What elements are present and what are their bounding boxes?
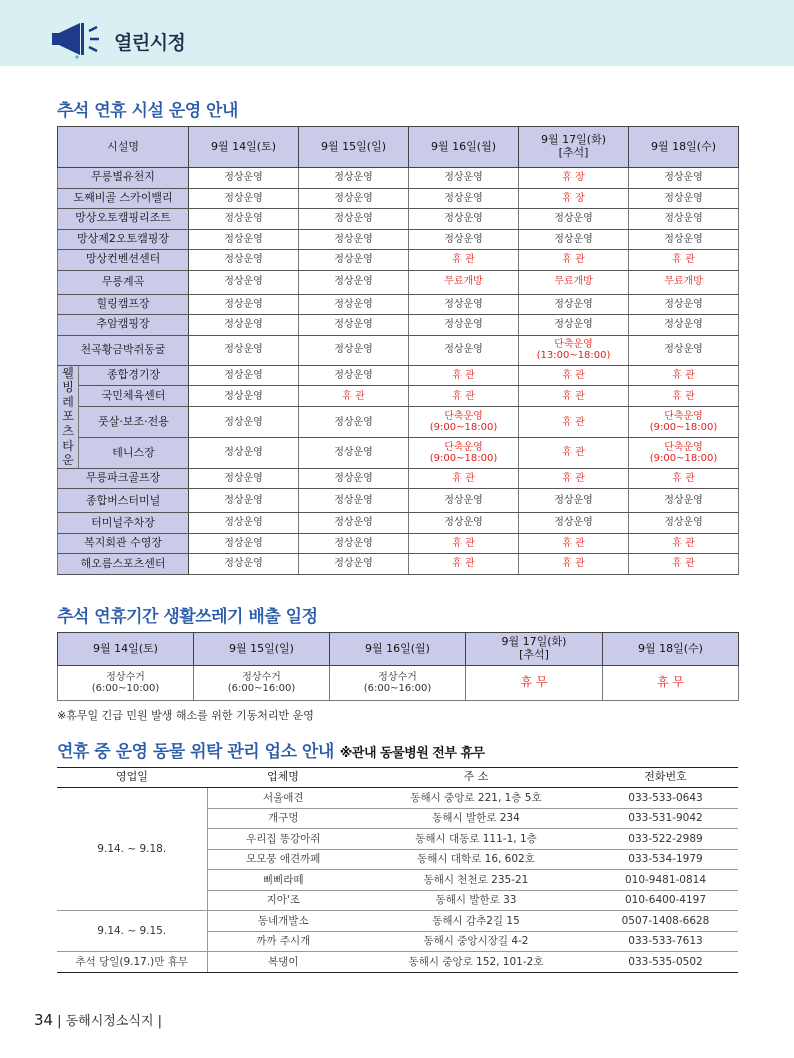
header-title: 열린시정 [114,32,186,54]
status-cell: 무료개방 [409,270,519,294]
status-cell: 휴 관 [629,386,739,407]
status-cell: 정상운영 [189,438,299,469]
status-cell: 정상운영 [189,365,299,386]
section-note: ※관내 동물병원 전부 휴무 [339,746,485,761]
table-row [57,952,738,973]
column-header: 주 소 [359,768,593,788]
column-header: 영업일 [57,768,207,788]
status-cell: 휴 관 [409,533,519,554]
status-cell: 정상운영 [409,188,519,209]
status-cell: 휴 관 [629,533,739,554]
table-row [58,407,739,438]
business-address: 동해시 대학로 16, 602호 [359,849,593,870]
status-cell: 정상운영 [629,315,739,336]
group-label-wellbeing: 웰 빙 레 포 츠 타 운 [58,365,79,468]
section-title-waste: 추석 연휴기간 생활쓰레기 배출 일정 [57,607,318,627]
facility-name: 종합버스터미널 [58,489,189,513]
status-cell: 휴 장 [519,188,629,209]
business-address: 동해시 발한로 234 [359,808,593,829]
facility-name: 무릉계곡 [58,270,189,294]
table-row [58,533,739,554]
status-cell: 정상운영 [409,489,519,513]
business-phone: 033-533-7613 [593,931,738,952]
status-cell: 휴 관 [519,407,629,438]
business-phone: 033-535-0502 [593,952,738,973]
status-cell: 정상운영 [189,386,299,407]
column-header: 9월 15일(일) [194,633,330,666]
facility-name: 도째비골 스카이밸리 [58,188,189,209]
facility-name: 망상컨벤션센터 [58,250,189,271]
animal-care-table [57,767,738,973]
status-cell: 휴 관 [519,250,629,271]
status-cell: 정상운영 [189,270,299,294]
status-cell: 휴 관 [629,468,739,489]
business-phone: 010-9481-0814 [593,870,738,891]
waste-schedule-table [57,632,739,701]
status-cell: 정상운영 [299,513,409,534]
status-cell: 휴 관 [629,250,739,271]
column-header: 9월 17일(화) [추석] [466,633,603,666]
status-cell: 정상운영 [519,489,629,513]
column-header: 9월 16일(월) [409,127,519,168]
business-period: 9.14. ~ 9.18. [57,788,207,911]
status-cell: 정상운영 [189,250,299,271]
status-cell: 정상운영 [409,229,519,250]
business-name: 동네개발소 [207,911,359,932]
business-name: 삐삐라떼 [207,870,359,891]
business-phone: 010-6400-4197 [593,890,738,911]
table-row [58,468,739,489]
status-cell: 휴 관 [409,250,519,271]
status-cell: 정상운영 [299,489,409,513]
status-cell: 휴 관 [519,438,629,469]
status-cell: 정상운영 [629,229,739,250]
business-phone: 033-534-1979 [593,849,738,870]
publication-name: | 동해시정소식지 | [57,1014,163,1029]
business-address: 동해시 감추2길 15 [359,911,593,932]
table-row [58,250,739,271]
status-cell: 휴 관 [519,386,629,407]
status-cell: 정상운영 [299,438,409,469]
page-number: 34 [34,1011,54,1029]
status-cell: 정상운영 [299,270,409,294]
status-cell: 정상운영 [189,294,299,315]
column-header: 9월 14일(토) [58,633,194,666]
table-row [58,513,739,534]
business-period: 9.14. ~ 9.15. [57,911,207,952]
status-cell: 휴 관 [519,554,629,575]
status-cell: 정상운영 [299,533,409,554]
facility-name: 복지회관 수영장 [58,533,189,554]
facility-name: 망상오토캠핑리조트 [58,209,189,230]
status-cell: 정상운영 [629,168,739,189]
schedule-cell: 정상수거 (6:00~10:00) [58,666,194,701]
facility-name: 해오름스포츠센터 [58,554,189,575]
schedule-cell: 정상수거 (6:00~16:00) [330,666,466,701]
section-title-facilities: 추석 연휴 시설 운영 안내 [57,101,238,121]
column-header: 9월 18일(수) [629,127,739,168]
status-cell: 정상운영 [629,335,739,365]
status-cell: 정상운영 [189,168,299,189]
status-cell: 휴 장 [519,168,629,189]
table-row [58,489,739,513]
column-header: 9월 17일(화) [추석] [519,127,629,168]
status-cell: 정상운영 [189,554,299,575]
table-row [57,911,738,932]
business-address: 동해시 발한로 33 [359,890,593,911]
status-cell: 정상운영 [189,315,299,336]
section-title-animal-care [57,737,485,762]
business-period: 추석 당일(9.17.)만 휴무 [57,952,207,973]
status-cell: 정상운영 [299,188,409,209]
status-cell: 정상운영 [189,335,299,365]
status-cell: 휴 관 [519,468,629,489]
table-row [58,438,739,469]
status-cell: 정상운영 [409,315,519,336]
schedule-cell: 휴 무 [603,666,739,701]
table-row [58,168,739,189]
facility-name: 터미널주차장 [58,513,189,534]
status-cell: 정상운영 [189,513,299,534]
status-cell: 정상운영 [519,209,629,230]
status-cell: 정상운영 [299,229,409,250]
table-row [58,209,739,230]
business-address: 동해시 중앙로 221, 1층 5호 [359,788,593,809]
facility-operation-table [57,126,739,575]
facility-name: 테니스장 [79,438,189,469]
status-cell: 휴 관 [629,365,739,386]
column-header: 9월 16일(월) [330,633,466,666]
facility-name: 추암캠핑장 [58,315,189,336]
column-header: 업체명 [207,768,359,788]
status-cell: 정상운영 [299,294,409,315]
status-cell: 정상운영 [299,365,409,386]
table-row [58,666,739,701]
facility-name: 무릉파크골프장 [58,468,189,489]
status-cell: 정상운영 [189,229,299,250]
megaphone-icon [50,20,110,60]
schedule-cell: 휴 무 [466,666,603,701]
status-cell: 휴 관 [409,468,519,489]
business-name: 복댕이 [207,952,359,973]
status-cell: 정상운영 [299,335,409,365]
status-cell: 정상운영 [409,168,519,189]
facility-name: 국민체육센터 [79,386,189,407]
facility-name: 무릉별유천지 [58,168,189,189]
facility-name: 종합경기장 [79,365,189,386]
status-cell: 휴 관 [409,554,519,575]
status-cell: 휴 관 [409,365,519,386]
business-name: 모모뭉 애견까페 [207,849,359,870]
waste-footnote: ※휴무일 긴급 민원 발생 해소를 위한 기동처리반 운영 [57,709,314,722]
schedule-cell: 정상수거 (6:00~16:00) [194,666,330,701]
business-phone: 033-531-9042 [593,808,738,829]
business-name: 서울애견 [207,788,359,809]
status-cell: 정상운영 [299,209,409,230]
section-title-text: 연휴 중 운영 동물 위탁 관리 업소 안내 [57,742,334,762]
status-cell: 단축운영 (9:00~18:00) [409,438,519,469]
table-row [58,229,739,250]
facility-name: 힐링캠프장 [58,294,189,315]
table-row [58,315,739,336]
business-name: 지아'조 [207,890,359,911]
status-cell: 정상운영 [189,407,299,438]
status-cell: 단축운영 (9:00~18:00) [629,438,739,469]
table-row [58,365,739,386]
status-cell: 휴 관 [299,386,409,407]
business-address: 동해시 천천로 235-21 [359,870,593,891]
column-header: 시설명 [58,127,189,168]
business-address: 동해시 중앙시장길 4-2 [359,931,593,952]
column-header: 9월 18일(수) [603,633,739,666]
status-cell: 정상운영 [189,489,299,513]
status-cell: 정상운영 [299,554,409,575]
status-cell: 정상운영 [189,209,299,230]
business-phone: 0507-1408-6628 [593,911,738,932]
status-cell: 정상운영 [299,468,409,489]
status-cell: 휴 관 [519,533,629,554]
status-cell: 휴 관 [519,365,629,386]
facility-name: 망상제2오토캠핑장 [58,229,189,250]
column-header: 9월 14일(토) [189,127,299,168]
status-cell: 정상운영 [189,468,299,489]
status-cell: 정상운영 [409,209,519,230]
business-phone: 033-522-2989 [593,829,738,850]
facility-name: 풋살·보조·전용 [79,407,189,438]
column-header: 전화번호 [593,768,738,788]
status-cell: 정상운영 [189,533,299,554]
status-cell: 휴 관 [409,386,519,407]
business-name: 까까 주시개 [207,931,359,952]
page-footer [34,1010,162,1029]
page-header [0,0,794,66]
status-cell: 정상운영 [519,294,629,315]
status-cell: 휴 관 [629,554,739,575]
table-row [57,788,738,809]
status-cell: 정상운영 [519,229,629,250]
business-name: 개구멍 [207,808,359,829]
table-row [58,294,739,315]
status-cell: 정상운영 [629,489,739,513]
status-cell: 정상운영 [519,315,629,336]
status-cell: 무료개방 [519,270,629,294]
table-row [58,335,739,365]
table-row [58,188,739,209]
status-cell: 정상운영 [519,513,629,534]
table-row [58,270,739,294]
status-cell: 정상운영 [189,188,299,209]
business-address: 동해시 중앙로 152, 101-2호 [359,952,593,973]
status-cell: 정상운영 [629,294,739,315]
table-row [58,386,739,407]
table-row [58,554,739,575]
status-cell: 정상운영 [299,250,409,271]
status-cell: 정상운영 [299,407,409,438]
business-name: 우리집 똥강아쥐 [207,829,359,850]
column-header: 9월 15일(일) [299,127,409,168]
status-cell: 단축운영 (9:00~18:00) [409,407,519,438]
status-cell: 정상운영 [409,294,519,315]
status-cell: 정상운영 [299,315,409,336]
status-cell: 정상운영 [629,188,739,209]
status-cell: 정상운영 [299,168,409,189]
status-cell: 정상운영 [409,335,519,365]
status-cell: 무료개방 [629,270,739,294]
business-address: 동해시 대동로 111-1, 1층 [359,829,593,850]
status-cell: 단축운영 (9:00~18:00) [629,407,739,438]
status-cell: 정상운영 [629,209,739,230]
facility-name: 천곡황금박쥐동굴 [58,335,189,365]
status-cell: 단축운영 (13:00~18:00) [519,335,629,365]
status-cell: 정상운영 [409,513,519,534]
business-phone: 033-533-0643 [593,788,738,809]
status-cell: 정상운영 [629,513,739,534]
